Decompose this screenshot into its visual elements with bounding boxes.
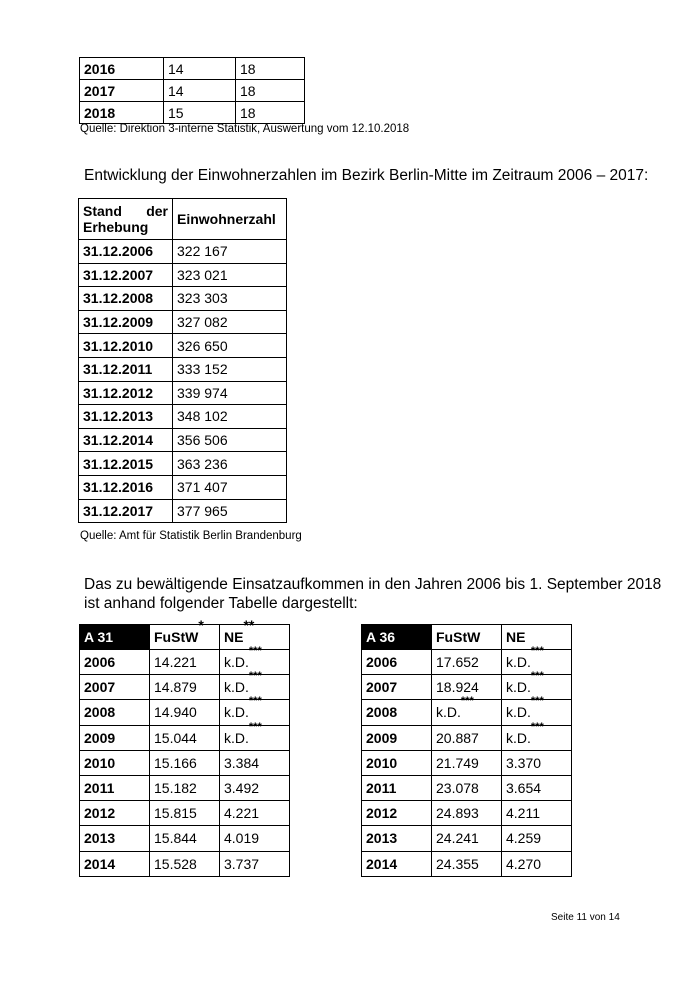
population-cell: 323 021 (173, 263, 287, 287)
value-cell: 15 (164, 102, 236, 124)
ne-cell: k.D.*** (220, 675, 290, 700)
table-row (80, 801, 290, 826)
year-cell: 2008 (80, 700, 150, 725)
year-cell: 2011 (362, 775, 432, 800)
ne-cell: k.D.*** (502, 700, 572, 725)
population-table (78, 198, 287, 523)
fustw-cell: 24.355 (432, 851, 502, 876)
header-einwohnerzahl: Einwohnerzahl (173, 199, 287, 240)
operations-intro-line1: Das zu bewältigende Einsatzaufkommen in den Jahren 2006 bis 1. September 2018 (84, 576, 662, 593)
population-cell: 339 974 (173, 381, 287, 405)
year-cell: 2014 (362, 851, 432, 876)
year-cell: 2006 (362, 650, 432, 675)
fustw-cell: 24.893 (432, 801, 502, 826)
table-row (80, 102, 305, 124)
ne-cell: 4.019 (220, 826, 290, 851)
ne-cell: k.D.*** (502, 675, 572, 700)
population-cell: 363 236 (173, 452, 287, 476)
ne-cell: k.D.*** (220, 650, 290, 675)
ne-cell: 4.221 (220, 801, 290, 826)
date-cell: 31.12.2009 (79, 310, 173, 334)
year-cell: 2009 (362, 725, 432, 750)
ne-cell: k.D.*** (220, 700, 290, 725)
fustw-cell: 14.940 (150, 700, 220, 725)
date-cell: 31.12.2015 (79, 452, 173, 476)
population-cell: 356 506 (173, 428, 287, 452)
header-ne: NE** (220, 625, 290, 650)
ne-cell: 4.270 (502, 851, 572, 876)
value-cell: 18 (236, 80, 305, 102)
population-cell: 333 152 (173, 357, 287, 381)
fustw-cell: 20.887 (432, 725, 502, 750)
table-row (80, 80, 305, 102)
table-row (79, 475, 287, 499)
year-cell: 2008 (362, 700, 432, 725)
year-cell: 2009 (80, 725, 150, 750)
header-fustw: FuStW* (150, 625, 220, 650)
source-note-amt: Quelle: Amt für Statistik Berlin Brandenburg (80, 530, 302, 542)
ne-cell: k.D.*** (220, 725, 290, 750)
date-cell: 31.12.2010 (79, 334, 173, 358)
ne-cell: k.D.*** (502, 650, 572, 675)
fustw-cell: 15.044 (150, 725, 220, 750)
header-fustw: FuStW (432, 625, 502, 650)
date-cell: 31.12.2014 (79, 428, 173, 452)
population-cell: 323 303 (173, 287, 287, 311)
table-row (79, 310, 287, 334)
population-cell: 377 965 (173, 499, 287, 523)
ne-cell: k.D.*** (502, 725, 572, 750)
date-cell: 31.12.2011 (79, 357, 173, 381)
fustw-cell: 15.182 (150, 775, 220, 800)
year-cell: 2013 (362, 826, 432, 851)
table-row (79, 287, 287, 311)
population-cell: 348 102 (173, 405, 287, 429)
table-row (79, 381, 287, 405)
fustw-cell: 17.652 (432, 650, 502, 675)
year-cell: 2006 (80, 650, 150, 675)
year-cell: 2011 (80, 775, 150, 800)
fustw-cell: 24.241 (432, 826, 502, 851)
table-a31 (79, 617, 290, 877)
population-cell: 326 650 (173, 334, 287, 358)
ne-cell: 4.259 (502, 826, 572, 851)
year-cell: 2017 (80, 80, 164, 102)
year-cell: 2016 (80, 58, 164, 80)
table-row (79, 357, 287, 381)
table-row (79, 428, 287, 452)
value-cell: 18 (236, 58, 305, 80)
year-cell: 2013 (80, 826, 150, 851)
year-cell: 2007 (362, 675, 432, 700)
table-row (79, 240, 287, 264)
fustw-cell: 14.221 (150, 650, 220, 675)
ne-cell: 3.492 (220, 775, 290, 800)
fustw-cell: 21.749 (432, 750, 502, 775)
year-cell: 2018 (80, 102, 164, 124)
year-cell: 2012 (80, 801, 150, 826)
ne-cell: 4.211 (502, 801, 572, 826)
table-row (79, 334, 287, 358)
fustw-cell: 15.844 (150, 826, 220, 851)
value-cell: 14 (164, 58, 236, 80)
page-footer: Seite 11 von 14 (551, 912, 620, 923)
header-stand-der-erhebung: Stand der Erhebung (79, 199, 173, 240)
source-note-direktion: Quelle: Direktion 3-interne Statistik, Auswertung vom 12.10.2018 (80, 123, 410, 135)
operations-intro-line2: ist anhand folgender Tabelle dargestellt: (84, 595, 358, 612)
population-cell: 327 082 (173, 310, 287, 334)
fustw-cell: 15.166 (150, 750, 220, 775)
population-cell: 371 407 (173, 475, 287, 499)
date-cell: 31.12.2017 (79, 499, 173, 523)
ne-cell: 3.384 (220, 750, 290, 775)
population-intro-text: Entwicklung der Einwohnerzahlen im Bezirk Berlin-Mitte im Zeitraum 2006 – 2017: (84, 167, 649, 184)
year-cell: 2014 (80, 851, 150, 876)
date-cell: 31.12.2016 (79, 475, 173, 499)
table-row (362, 725, 572, 750)
fustw-cell: 15.528 (150, 851, 220, 876)
table-row (80, 58, 305, 80)
fustw-cell: 18.924 (432, 675, 502, 700)
table-row (362, 826, 572, 851)
value-cell: 14 (164, 80, 236, 102)
year-cell: 2010 (362, 750, 432, 775)
table-row (80, 775, 290, 800)
population-cell: 322 167 (173, 240, 287, 264)
table-row (80, 750, 290, 775)
header-a31: A 31 (80, 625, 150, 650)
table-row (362, 801, 572, 826)
table-row (79, 499, 287, 523)
table-row (79, 452, 287, 476)
table-top-continuation (79, 57, 305, 124)
fustw-cell: k.D.*** (432, 700, 502, 725)
header-a36: A 36 (362, 625, 432, 650)
table-row (80, 851, 290, 876)
fustw-cell: 15.815 (150, 801, 220, 826)
table-a36 (361, 624, 572, 877)
table-row (79, 263, 287, 287)
date-cell: 31.12.2012 (79, 381, 173, 405)
table-row (79, 405, 287, 429)
table-row (362, 775, 572, 800)
date-cell: 31.12.2007 (79, 263, 173, 287)
header-ne: NE (502, 625, 572, 650)
table-row (362, 851, 572, 876)
value-cell: 18 (236, 102, 305, 124)
ne-cell: 3.737 (220, 851, 290, 876)
table-row (80, 826, 290, 851)
date-cell: 31.12.2013 (79, 405, 173, 429)
year-cell: 2007 (80, 675, 150, 700)
year-cell: 2010 (80, 750, 150, 775)
year-cell: 2012 (362, 801, 432, 826)
ne-cell: 3.654 (502, 775, 572, 800)
fustw-cell: 14.879 (150, 675, 220, 700)
table-row (362, 750, 572, 775)
population-table-header (79, 199, 287, 240)
date-cell: 31.12.2008 (79, 287, 173, 311)
ne-cell: 3.370 (502, 750, 572, 775)
table-row (80, 725, 290, 750)
date-cell: 31.12.2006 (79, 240, 173, 264)
fustw-cell: 23.078 (432, 775, 502, 800)
